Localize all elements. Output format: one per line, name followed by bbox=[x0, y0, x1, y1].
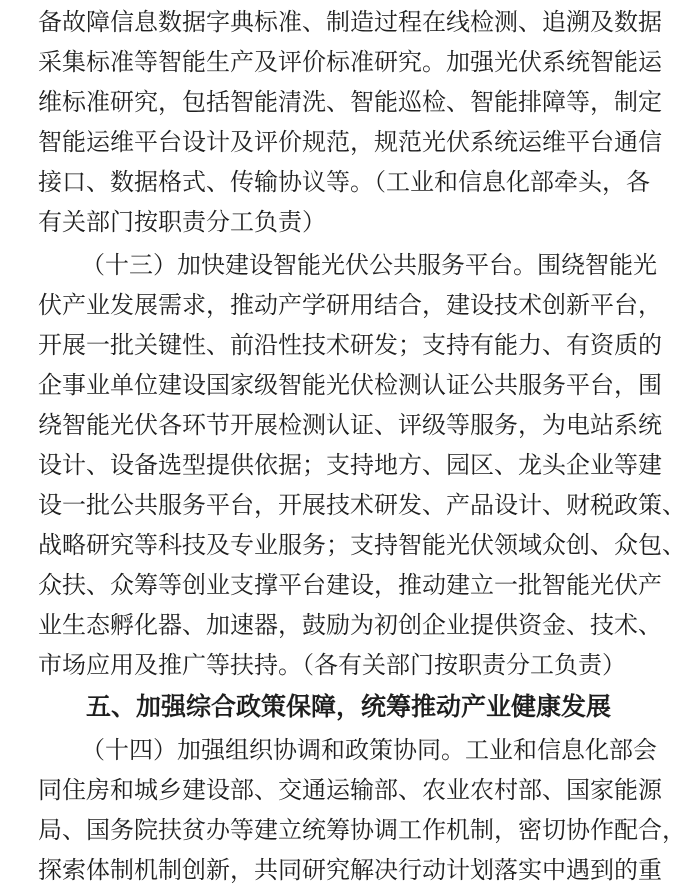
text-line: 设计、设备选型提供依据；支持地方、园区、龙头企业等建 bbox=[38, 451, 662, 479]
text-line: 局、国务院扶贫办等建立统筹协调工作机制，密切协作配合， bbox=[38, 816, 686, 844]
text-line: 备故障信息数据字典标准、制造过程在线检测、追溯及数据 bbox=[38, 8, 662, 36]
paragraph-start-line: （十三）加快建设智能光伏公共服务平台。围绕智能光 bbox=[81, 251, 657, 279]
text-line: 智能运维平台设计及评价规范，规范光伏系统运维平台通信 bbox=[38, 128, 662, 156]
text-line: 探索体制机制创新，共同研究解决行动计划落实中遇到的重 bbox=[38, 856, 662, 884]
text-line: 伏产业发展需求，推动产学研用结合，建设技术创新平台， bbox=[38, 291, 662, 319]
section-heading: 五、加强综合政策保障，统筹推动产业健康发展 bbox=[86, 692, 612, 721]
text-line: 采集标准等智能生产及评价标准研究。加强光伏系统智能运 bbox=[38, 48, 662, 76]
text-line: 众扶、众筹等创业支撑平台建设，推动建立一批智能光伏产 bbox=[38, 571, 662, 599]
text-line: 市场应用及推广等扶持。（各有关部门按职责分工负责） bbox=[38, 651, 626, 679]
text-line: 业生态孵化器、加速器，鼓励为初创企业提供资金、技术、 bbox=[38, 611, 662, 639]
text-line: 同住房和城乡建设部、交通运输部、农业农村部、国家能源 bbox=[38, 776, 662, 804]
text-line: 设一批公共服务平台，开展技术研发、产品设计、财税政策、 bbox=[38, 491, 686, 519]
text-line: 接口、数据格式、传输协议等。（工业和信息化部牵头，各 bbox=[38, 168, 650, 196]
text-line: 维标准研究，包括智能清洗、智能巡检、智能排障等，制定 bbox=[38, 88, 662, 116]
text-line: 开展一批关键性、前沿性技术研发；支持有能力、有资质的 bbox=[38, 331, 662, 359]
text-line: 战略研究等科技及专业服务；支持智能光伏领域众创、众包、 bbox=[38, 531, 686, 559]
text-line: 有关部门按职责分工负责） bbox=[38, 208, 326, 236]
text-line: 企事业单位建设国家级智能光伏检测认证公共服务平台，围 bbox=[38, 371, 662, 399]
text-line: 绕智能光伏各环节开展检测认证、评级等服务，为电站系统 bbox=[38, 411, 662, 439]
paragraph-start-line: （十四）加强组织协调和政策协同。工业和信息化部会 bbox=[81, 736, 657, 764]
